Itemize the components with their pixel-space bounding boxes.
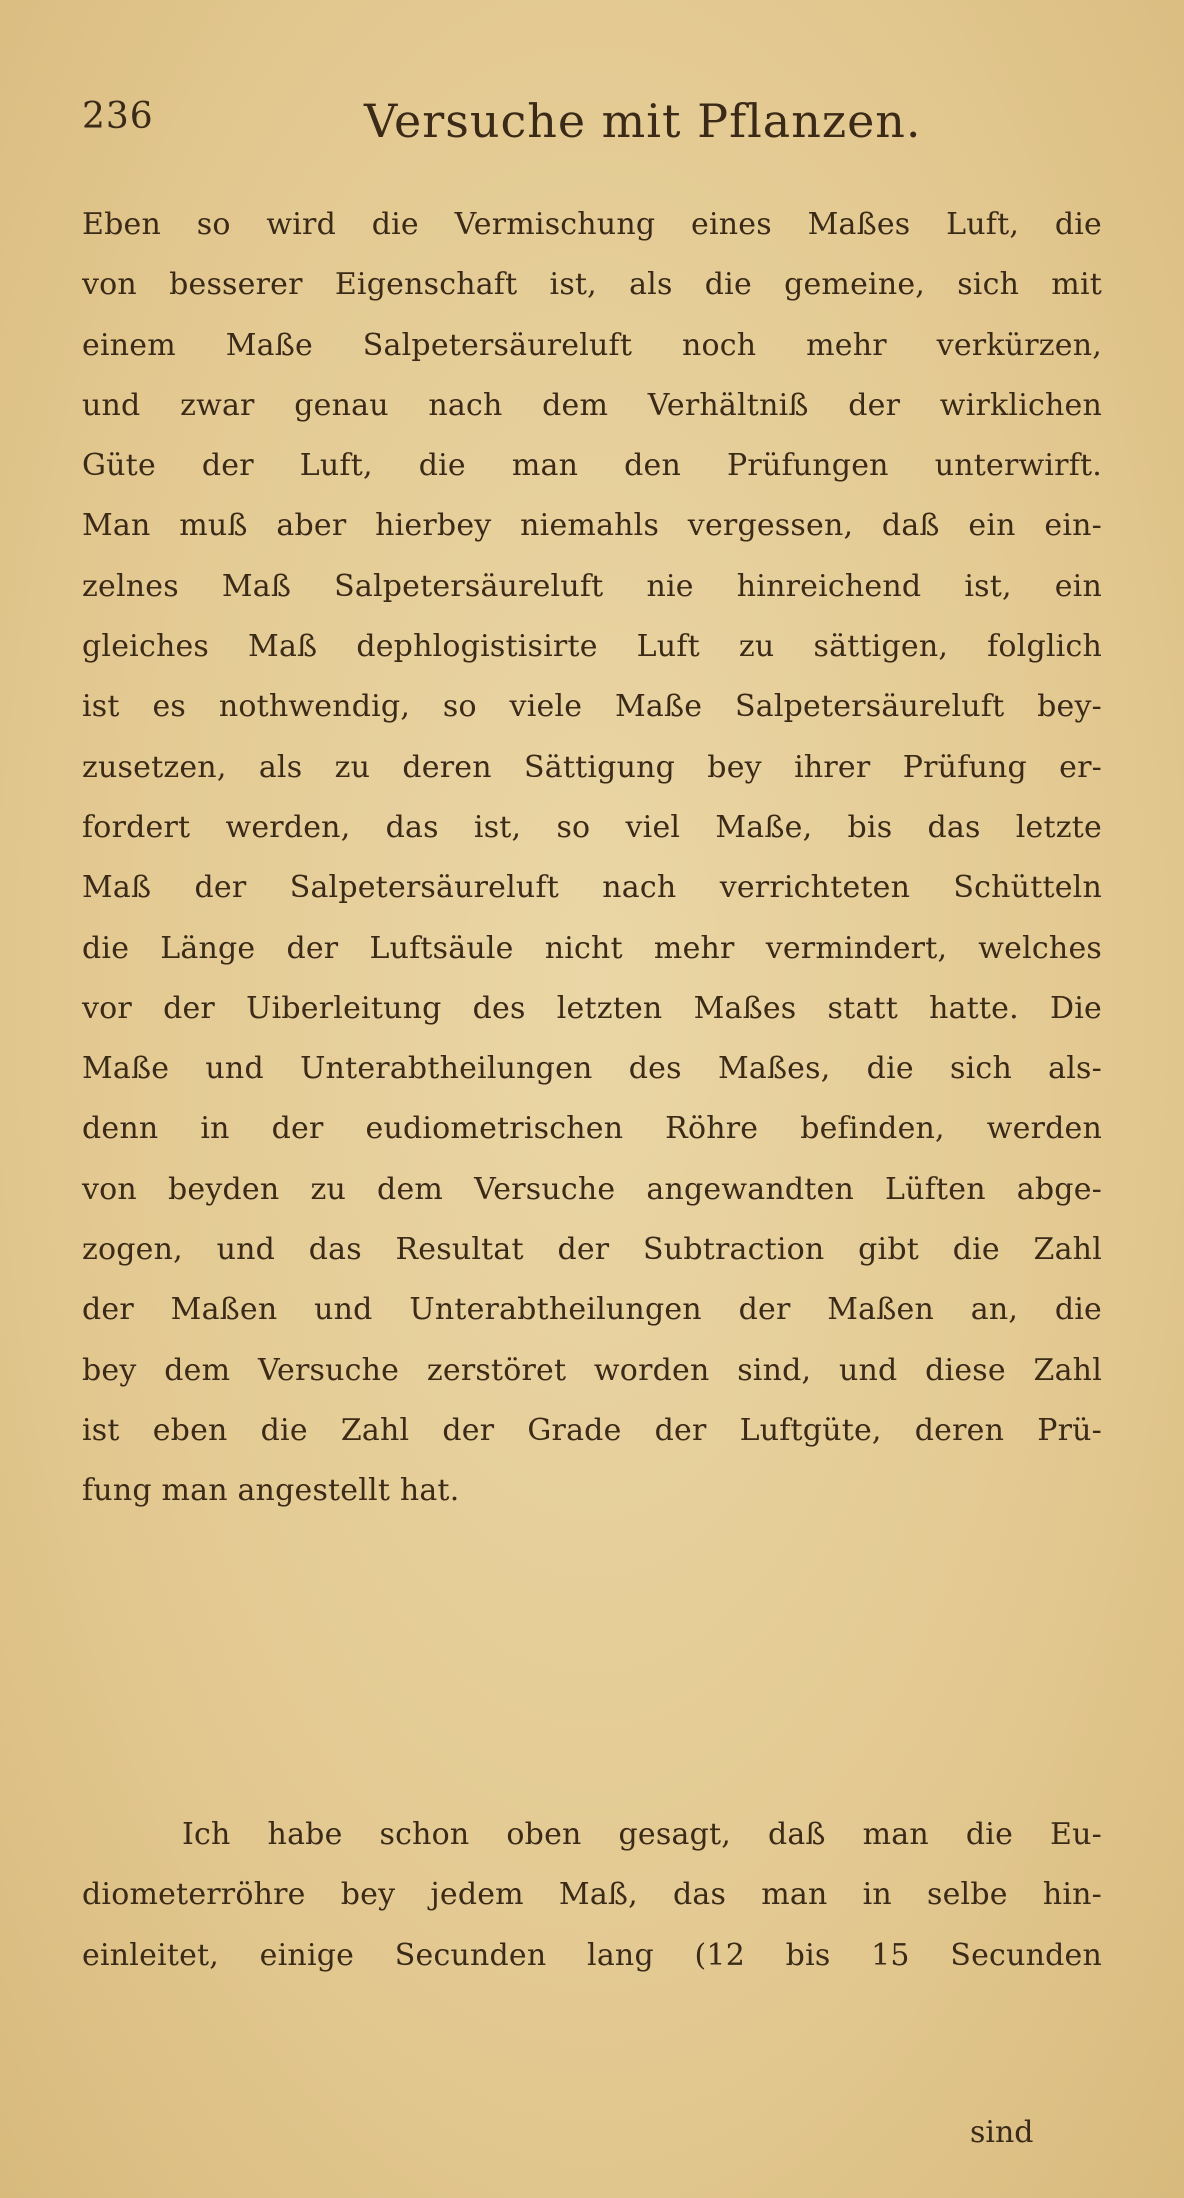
text-line: denn in der eudiometrischen Röhre befinden, werden (82, 1111, 1102, 1147)
text-line: von besserer Eigenschaft ist, als die gemeine, sich mit (82, 267, 1102, 303)
text-line: Güte der Luft, die man den Prüfungen unterwirft. (82, 448, 1102, 484)
text-line: von beyden zu dem Versuche angewandten Lüften abge- (82, 1171, 1102, 1207)
paragraph-1 (82, 195, 1102, 1522)
text-line: der Maßen und Unterabtheilungen der Maßen an, die (82, 1292, 1102, 1328)
text-line: vor der Uiberleitung des letzten Maßes statt hatte. Die (82, 990, 1102, 1026)
text-line: ist es nothwendig, so viele Maße Salpetersäureluft bey- (82, 689, 1102, 725)
text-line: zelnes Maß Salpetersäureluft nie hinreichend ist, ein (82, 568, 1102, 604)
text-line: Ich habe schon oben gesagt, daß man die Eu- (182, 1817, 1102, 1852)
text-line: fung man angestellt hat. (82, 1473, 460, 1509)
text-line: diometerröhre bey jedem Maß, das man in selbe hin- (82, 1877, 1102, 1913)
text-line: Maß der Salpetersäureluft nach verrichteten Schütteln (82, 870, 1102, 906)
paragraph-2 (82, 1805, 1102, 1986)
text-line: Eben so wird die Vermischung eines Maßes Luft, die (82, 207, 1102, 242)
text-line: ist eben die Zahl der Grade der Luftgüte, deren Prü- (82, 1412, 1102, 1448)
text-line: bey dem Versuche zerstöret worden sind, und diese Zahl (82, 1352, 1102, 1388)
text-line: einleitet, einige Secunden lang (12 bis 15 Secunden (82, 1937, 1102, 1973)
page-number: 236 (82, 96, 154, 137)
text-line: gleiches Maß dephlogistisirte Luft zu sättigen, folglich (82, 629, 1102, 665)
text-line: die Länge der Luftsäule nicht mehr vermindert, welches (82, 930, 1102, 966)
text-line: Man muß aber hierbey niemahls vergessen, daß ein ein- (82, 508, 1102, 544)
text-line: und zwar genau nach dem Verhältniß der wirklichen (82, 387, 1102, 423)
catchword: sind (970, 2115, 1034, 2150)
page-header (82, 96, 1122, 156)
text-line: Maße und Unterabtheilungen des Maßes, die sich als- (82, 1051, 1102, 1087)
text-line: fordert werden, das ist, so viel Maße, bis das letzte (82, 809, 1102, 845)
text-line: einem Maße Salpetersäureluft noch mehr verkürzen, (82, 327, 1102, 363)
text-line: zogen, und das Resultat der Subtraction gibt die Zahl (82, 1232, 1102, 1268)
running-title: Versuche mit Pflanzen. (364, 94, 922, 148)
text-line: zusetzen, als zu deren Sättigung bey ihrer Prüfung er- (82, 749, 1102, 785)
